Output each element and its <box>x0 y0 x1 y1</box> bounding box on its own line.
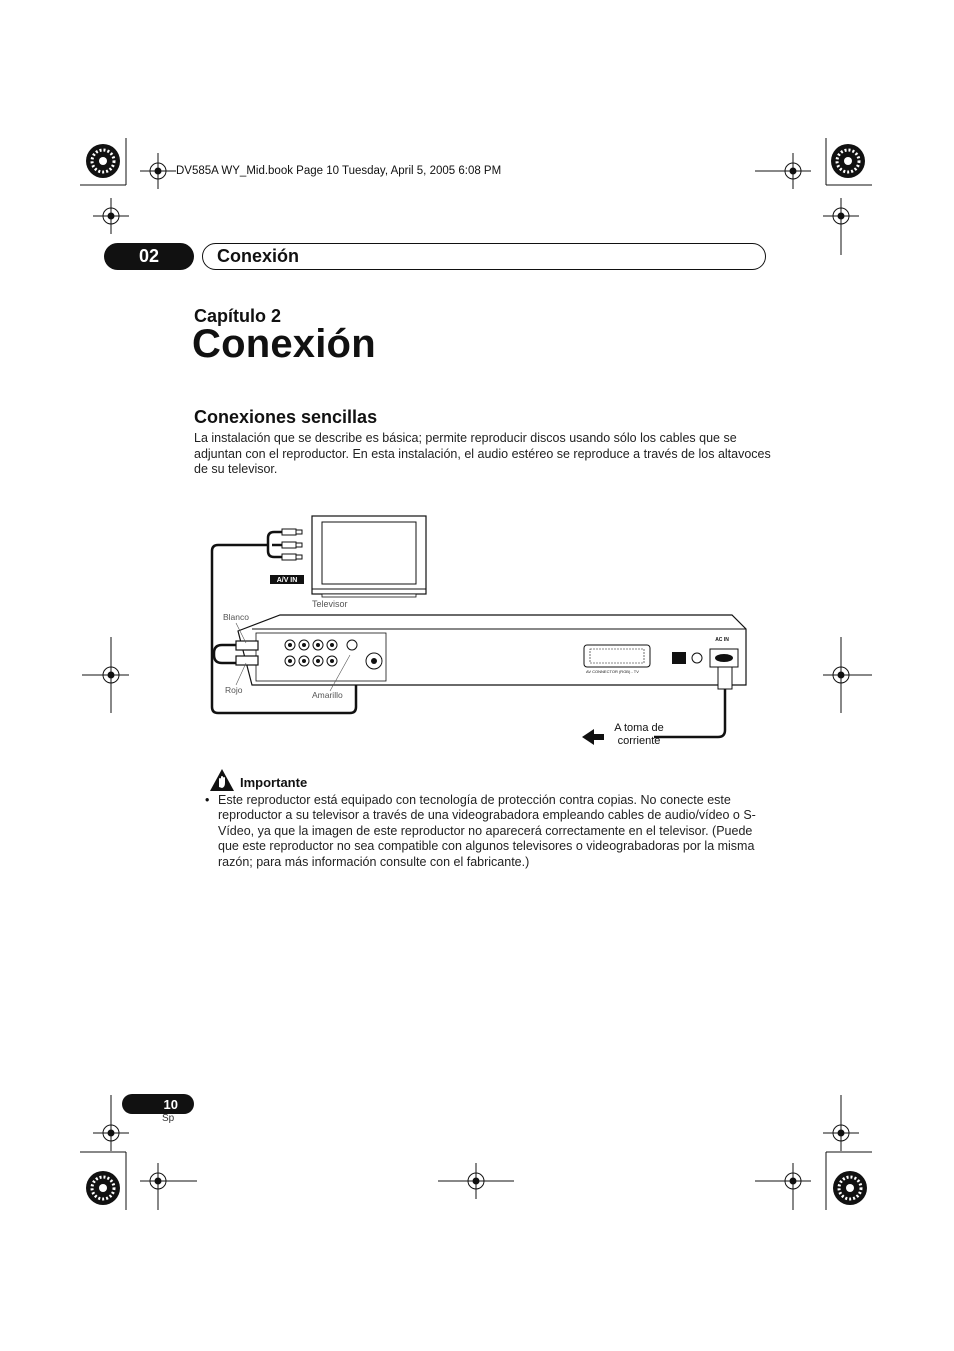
rca-plugs-tv <box>282 529 302 560</box>
page-language: Sp <box>162 1113 175 1124</box>
scart-label: AV CONNECTOR (RGB) - TV <box>586 669 639 674</box>
chapter-title: Conexión <box>192 322 376 366</box>
ac-in-label: AC IN <box>715 637 729 643</box>
cable-label-blanco: Blanco <box>223 612 249 622</box>
tv-label: Televisor <box>312 599 348 609</box>
caution-hand-icon <box>209 768 235 792</box>
chapter-label: Capítulo 2 <box>194 306 282 326</box>
av-in-label: A/V IN <box>276 577 298 584</box>
chapter-header-title: Conexión <box>217 246 300 266</box>
bullet-icon: • <box>205 793 210 807</box>
connection-diagram <box>200 505 760 755</box>
television <box>312 516 426 597</box>
important-title: Importante <box>240 775 308 790</box>
outlet-label: A toma de corriente <box>614 722 664 747</box>
cable-label-amarillo: Amarillo <box>312 690 343 700</box>
dvd-player <box>236 615 746 685</box>
chapter-number-badge: 02 <box>104 243 194 270</box>
chapter-header-bar <box>202 243 766 270</box>
print-slug: DV585A WY_Mid.book Page 10 Tuesday, April 5, 2005 6:08 PM <box>176 165 502 177</box>
page-number-badge: 10 <box>122 1094 194 1114</box>
section-title: Conexiones sencillas <box>194 407 378 427</box>
important-text: Este reproductor está equipado con tecnología de protección contra copias. No conecte este reproductor a su televisor a través de una videograbadora empleando cables de audio/vídeo o S-Vídeo, ya que la imagen de este reproductor no aparecerá correctamente en el televisor. (Puede que este reproductor no sea compatible con algunos televisores o videograbadoras por la misma razón; para más información consulte con el fabricante.) <box>218 793 756 869</box>
section-intro: La instalación que se describe es básica; permite reproducir discos usando sólo los cables que se adjuntan con el reproductor. En esta instalación, el audio estéreo se reproduce a través de los altavoces de su televisor. <box>194 431 771 476</box>
cable-label-rojo: Rojo <box>225 685 243 695</box>
